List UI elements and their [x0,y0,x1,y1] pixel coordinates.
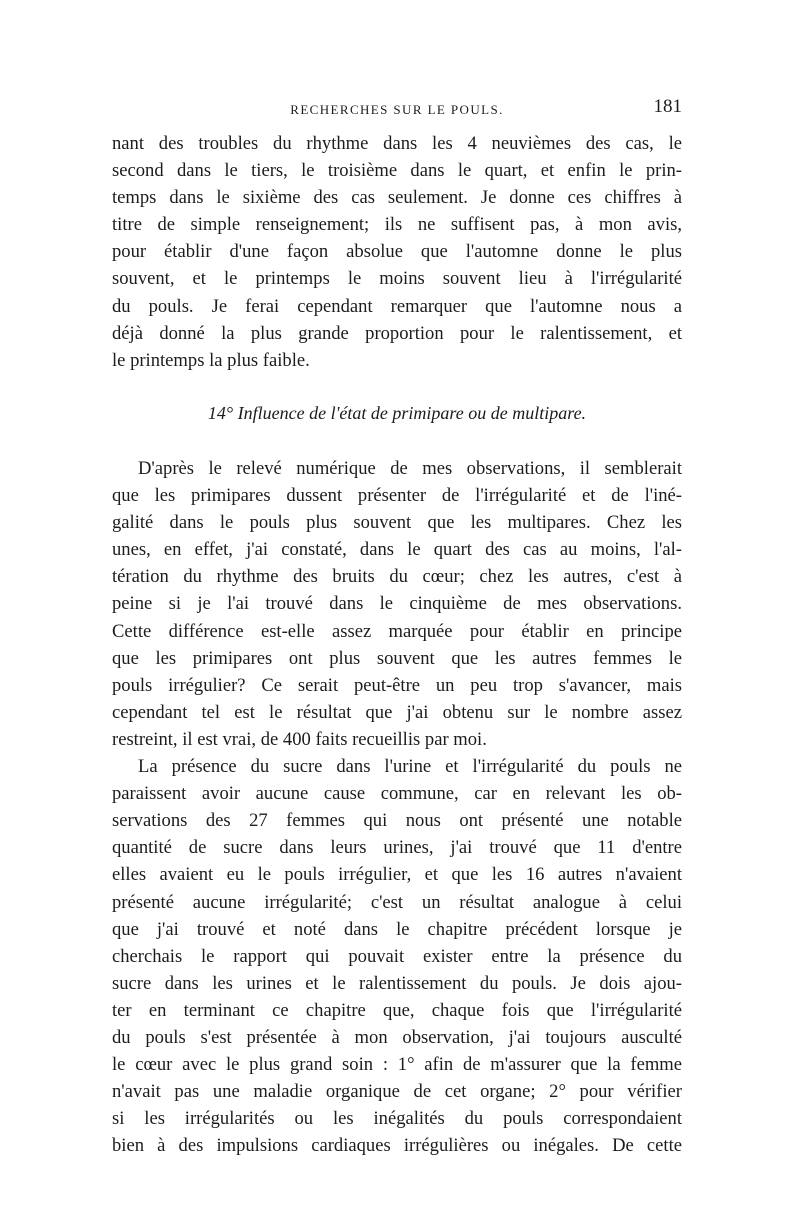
text-line: temps dans le sixième des cas seulement. Je donne ces chiffres à [112,187,682,209]
text-line: D'après le relevé numérique de mes observations, il semblerait [138,458,682,479]
text-line: que les primipares ont plus souvent que les autres femmes le [112,647,682,669]
text-line: présenté aucune irrégularité; c'est un résultat analogue à celui [112,891,682,913]
text-line: pour établir d'une façon absolue que l'automne donne le plus [112,241,682,263]
text-line: unes, en effet, j'ai constaté, dans le quart des cas au moins, l'al- [112,539,682,561]
text-line: sucre dans les urines et le ralentissement du pouls. Je dois ajou- [112,972,682,994]
text-line: le printemps la plus faible. [112,349,310,371]
text-line: du pouls s'est présentée à mon observation, j'ai toujours ausculté [112,1026,682,1048]
text-line: souvent, et le printemps le moins souvent lieu à l'irrégularité [112,268,682,290]
text-line: servations des 27 femmes qui nous ont présenté une notable [112,810,682,832]
text-line: que les primipares dussent présenter de l'irrégularité et de l'iné- [112,485,682,507]
text-line: Cette différence est-elle assez marquée pour établir en principe [112,620,682,642]
section-number: 14° [207,403,234,423]
text-line: galité dans le pouls plus souvent que les multipares. Chez les [112,512,682,534]
text-line: restreint, il est vrai, de 400 faits recueillis par moi. [112,728,487,750]
text-line: titre de simple renseignement; ils ne suffisent pas, à mon avis, [112,214,682,236]
text-line: le cœur avec le plus grand soin : 1° afin de m'assurer que la femme [112,1054,682,1076]
section-body [112,455,682,1159]
text-line: paraissent avoir aucune cause commune, car en relevant les ob- [112,783,682,805]
running-title: RECHERCHES SUR LE POULS. [290,102,504,117]
text-line: bien à des impulsions cardiaques irrégulières ou inégales. De cette [112,1135,682,1157]
text-line: n'avait pas une maladie organique de cet organe; 2° pour vérifier [112,1081,682,1103]
page-header [112,96,682,122]
text-line: nant des troubles du rhythme dans les 4 neuvièmes des cas, le [112,133,682,154]
text-line: cependant tel est le résultat que j'ai obtenu sur le nombre assez [112,701,682,723]
page-number: 181 [653,96,682,117]
section-title: Influence de l'état de primipare ou de multipare. [237,403,587,423]
text-line: La présence du sucre dans l'urine et l'irrégularité du pouls ne [138,756,682,778]
text-line: déjà donné la plus grande proportion pour le ralentissement, et [112,322,682,344]
text-line: elles avaient eu le pouls irrégulier, et que les 16 autres n'avaient [112,864,682,886]
text-line: du pouls. Je ferai cependant remarquer que l'automne nous a [112,295,682,317]
text-line: tération du rhythme des bruits du cœur; chez les autres, c'est à [112,566,682,588]
paragraph-continuation [112,130,682,374]
text-line: ter en terminant ce chapitre que, chaque fois que l'irrégularité [112,999,682,1021]
text-line: pouls irrégulier? Ce serait peut-être un peu trop s'avancer, mais [112,674,682,696]
text-line: si les irrégularités ou les inégalités du pouls correspondaient [112,1108,682,1130]
text-line: second dans le tiers, le troisième dans le quart, et enfin le prin- [112,160,682,182]
section-heading [112,400,682,426]
text-line: quantité de sucre dans leurs urines, j'ai trouvé que 11 d'entre [112,837,682,859]
text-line: peine si je l'ai trouvé dans le cinquième de mes observations. [112,593,682,615]
text-line: cherchais le rapport qui pouvait exister entre la présence du [112,945,682,967]
text-line: que j'ai trouvé et noté dans le chapitre précédent lorsque je [112,918,682,940]
